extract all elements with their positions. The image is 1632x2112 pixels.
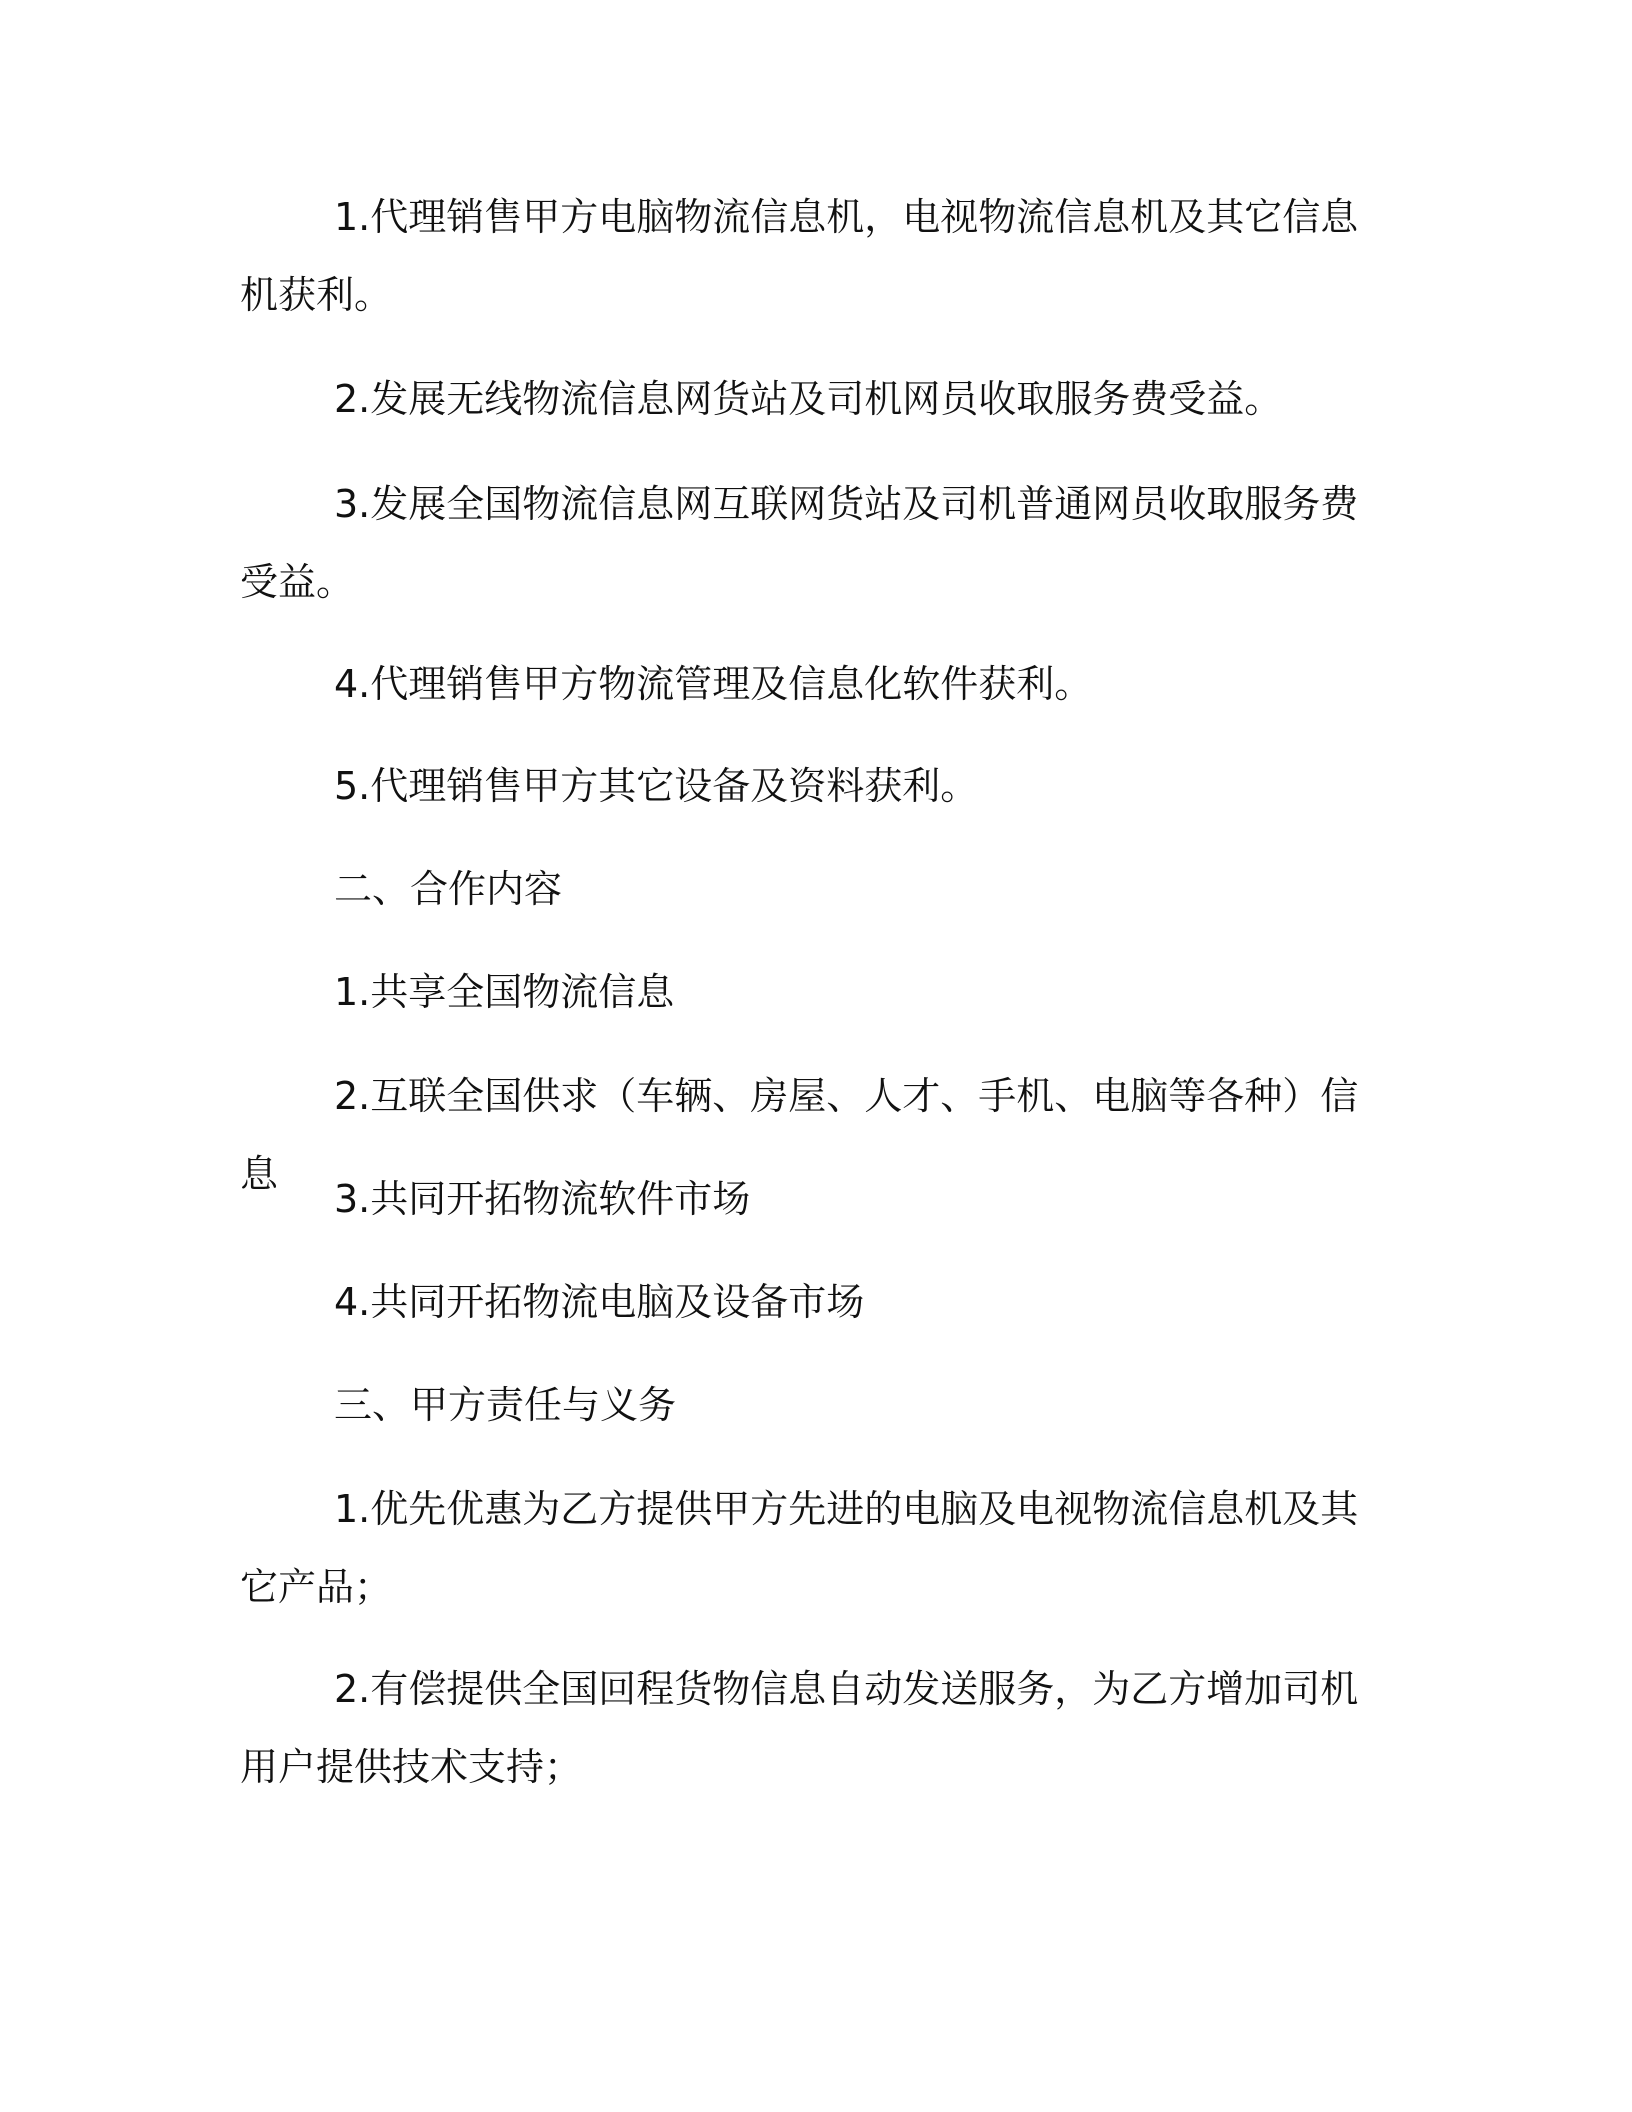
- paragraph-5: [240, 747, 1372, 825]
- paragraph-11-text: 2.有偿提供全国回程货物信息自动发送服务，为乙方增加司机用户提供技术支持；: [240, 1667, 1359, 1789]
- paragraph-1: [240, 178, 1372, 334]
- paragraph-11: [240, 1650, 1372, 1806]
- paragraph-3-text: 3.发展全国物流信息网互联网货站及司机普通网员收取服务费受益。: [240, 482, 1359, 604]
- section-heading-party-a: [240, 1366, 1372, 1444]
- paragraph-8-text: 3.共同开拓物流软件市场: [334, 1177, 751, 1221]
- paragraph-4: [240, 645, 1372, 723]
- paragraph-2-text: 2.发展无线物流信息网货站及司机网员收取服务费受益。: [334, 377, 1283, 421]
- section-heading-party-a-text: 三、甲方责任与义务: [334, 1383, 677, 1427]
- paragraph-5-text: 5.代理销售甲方其它设备及资料获利。: [334, 764, 979, 808]
- paragraph-8: [240, 1160, 1372, 1238]
- section-heading-cooperation-text: 二、合作内容: [334, 867, 563, 911]
- paragraph-3: [240, 465, 1372, 621]
- paragraph-4-text: 4.代理销售甲方物流管理及信息化软件获利。: [334, 662, 1093, 706]
- paragraph-7-text: 2.互联全国供求（车辆、房屋、人才、手机、电脑等各种）信息: [240, 1074, 1359, 1196]
- paragraph-9-text: 4.共同开拓物流电脑及设备市场: [334, 1280, 865, 1324]
- section-heading-cooperation: [240, 850, 1372, 928]
- paragraph-10-text: 1.优先优惠为乙方提供甲方先进的电脑及电视物流信息机及其它产品；: [240, 1487, 1359, 1609]
- paragraph-9: [240, 1263, 1372, 1341]
- paragraph-1-text: 1.代理销售甲方电脑物流信息机，电视物流信息机及其它信息机获利。: [240, 195, 1359, 317]
- paragraph-6-text: 1.共享全国物流信息: [334, 970, 675, 1014]
- paragraph-10: [240, 1470, 1372, 1626]
- paragraph-6: [240, 953, 1372, 1031]
- paragraph-2: [240, 360, 1372, 438]
